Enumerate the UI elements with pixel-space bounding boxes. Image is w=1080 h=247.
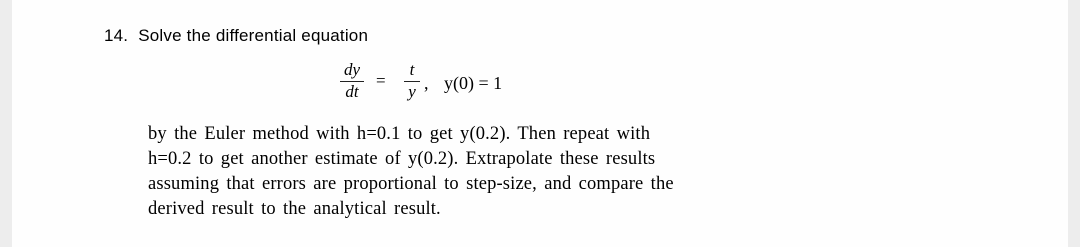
derivative-denominator: dt bbox=[345, 82, 359, 101]
equals-sign: = bbox=[376, 71, 386, 90]
equation-separator: , bbox=[424, 73, 429, 93]
rhs-numerator: t bbox=[409, 60, 415, 79]
body-line: assuming that errors are proportional to step-size, and compare the bbox=[148, 174, 674, 194]
initial-condition: y(0) = 1 bbox=[444, 73, 503, 93]
problem-body bbox=[148, 122, 828, 222]
problem-title: Solve the differential equation bbox=[138, 26, 369, 45]
rhs-fraction bbox=[404, 61, 420, 101]
problem-number: 14. bbox=[104, 26, 129, 45]
rhs-denominator: y bbox=[408, 82, 416, 101]
body-line: derived result to the analytical result. bbox=[148, 199, 441, 219]
derivative-fraction bbox=[340, 61, 364, 101]
body-line: h=0.2 to get another estimate of y(0.2). Extrapolate these results bbox=[148, 149, 656, 169]
document-page bbox=[12, 0, 1068, 247]
body-line: by the Euler method with h=0.1 to get y(0.2). Then repeat with bbox=[148, 124, 651, 144]
derivative-numerator: dy bbox=[343, 60, 361, 79]
problem-header bbox=[104, 26, 368, 46]
